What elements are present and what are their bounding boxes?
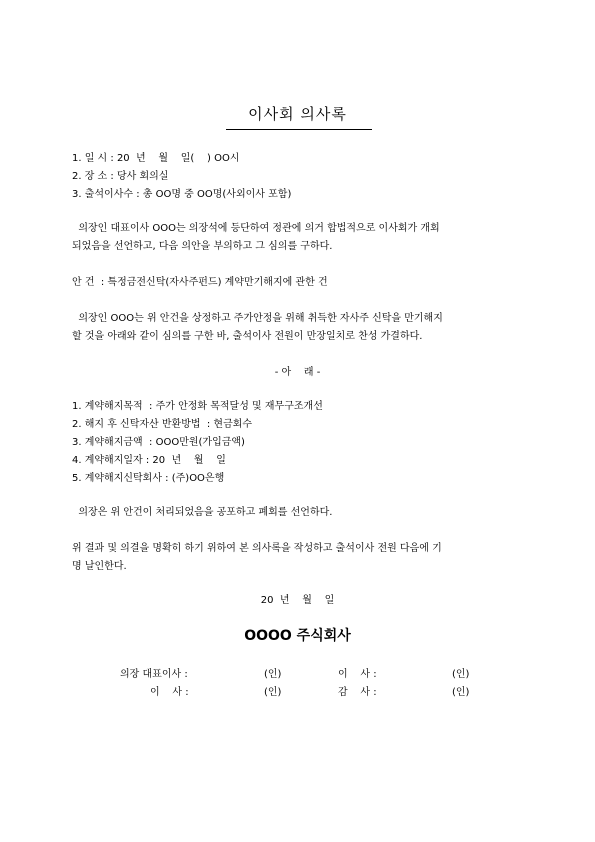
opening-line-2: 되었음을 선언하고, 다음 의안을 부의하고 그 심의를 구하다. (72, 241, 333, 252)
opening-line-1: 의장인 대표이사 OOO는 의장석에 등단하여 정관에 의거 합법적으로 이사회가 개회 (72, 223, 440, 234)
item-purpose: 1. 계약해지목적 : 주가 안정화 목적달성 및 재무구조개선 (72, 401, 323, 412)
auditor-seal: (인) (452, 687, 470, 698)
item-amount: 3. 계약해지금액 : OOO만원(가입금액) (72, 437, 245, 448)
chair-label: 의장 대표이사 : (120, 669, 188, 680)
signing-date: 20 년 월 일 (260, 595, 335, 606)
info-place: 2. 장 소 : 당사 회의실 (72, 171, 169, 182)
item-return-method: 2. 해지 후 신탁자산 반환방법 : 현금회수 (72, 419, 253, 430)
item-trust-company: 5. 계약해지신탁회사 : (주)OO은행 (72, 473, 225, 484)
document-title: 이사회 의사록 (248, 105, 347, 123)
title-underline (226, 129, 372, 130)
item-date: 4. 계약해지일자 : 20 년 월 일 (72, 455, 226, 466)
director1-label: 이 사 : (338, 669, 377, 680)
info-attendance: 3. 출석이사수 : 총 OO명 중 OO명(사외이사 포함) (72, 189, 292, 200)
conclusion-line-1: 위 결과 및 의결을 명확히 하기 위하여 본 의사록을 작성하고 출석이사 전원 다음에 기 (72, 543, 442, 554)
deliberation-line-1: 의장인 OOO는 위 안건을 상정하고 주가안정을 위해 취득한 자사주 신탁을 만기해지 (72, 313, 443, 324)
director1-seal: (인) (452, 669, 470, 680)
director2-seal: (인) (264, 687, 282, 698)
below-marker: - 아 래 - (274, 367, 321, 378)
chair-seal: (인) (264, 669, 282, 680)
info-date: 1. 일 시 : 20 년 월 일( ) OO시 (72, 153, 240, 164)
deliberation-line-2: 할 것을 아래와 같이 심의를 구한 바, 출석이사 전원이 만장일치로 찬성 가결하다. (72, 331, 423, 342)
agenda: 안 건 : 특정금전신탁(자사주펀드) 계약만기해지에 관한 건 (72, 277, 328, 288)
auditor-label: 감 사 : (338, 687, 377, 698)
conclusion-line-2: 명 날인한다. (72, 561, 127, 572)
director2-label: 이 사 : (150, 687, 189, 698)
closing-statement: 의장은 위 안건이 처리되었음을 공포하고 폐회를 선언하다. (72, 507, 333, 518)
company-name: OOOO 주식회사 (244, 628, 351, 644)
